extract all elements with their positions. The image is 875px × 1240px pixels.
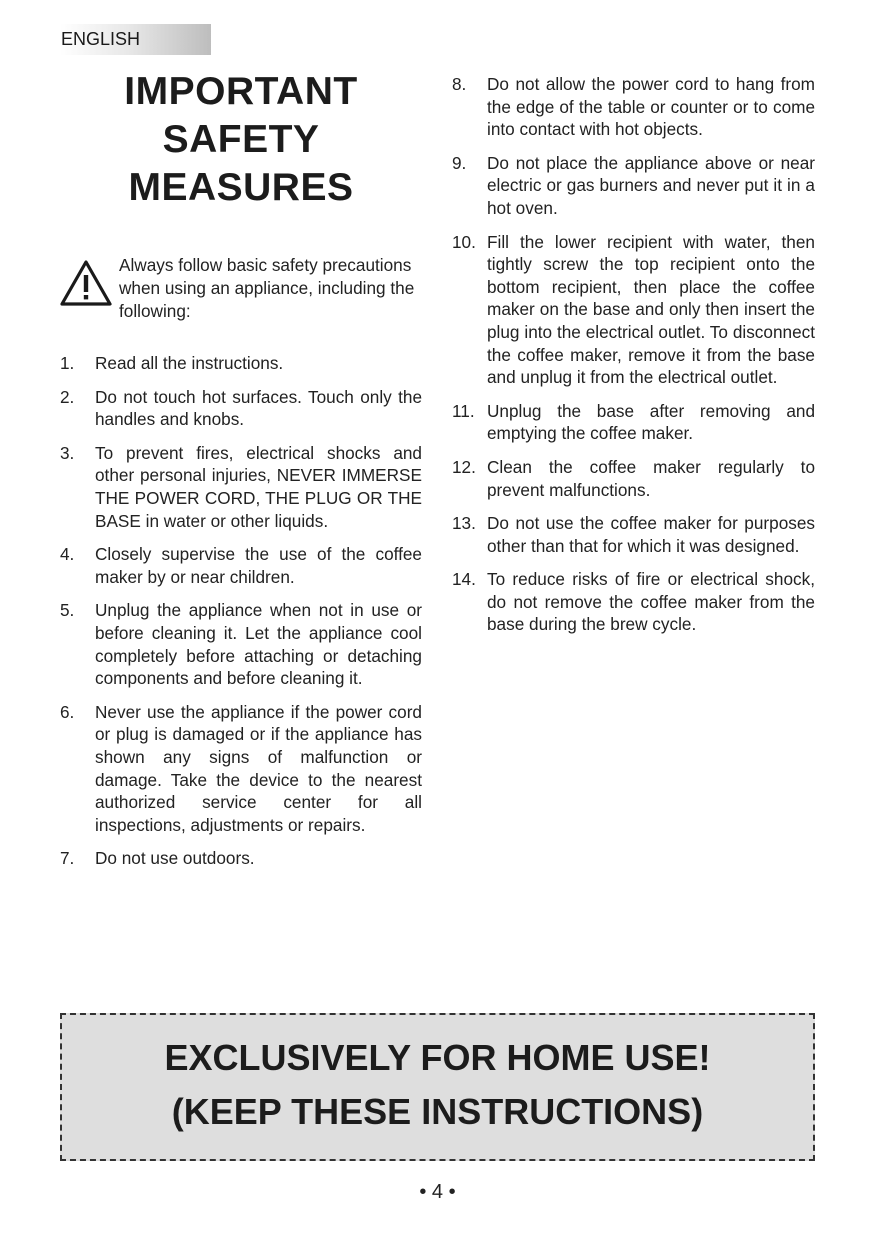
language-tab: ENGLISH [60, 24, 211, 55]
item-text: Fill the lower recipient with water, then tightly screw the top recipient onto the bottom recipient, then place the coffee maker on the base and only then insert the plug into the electrical outlet. To disconnect the coffee maker, remove it from the base and unplug it from the electrical outlet. [487, 231, 815, 388]
item-text: Do not place the appliance above or near electric or gas burners and never put it in a hot oven. [487, 152, 815, 218]
safety-item-8 [452, 73, 815, 141]
item-text: Do not use the coffee maker for purposes other than that for which it was designed. [487, 513, 815, 556]
page-title [60, 68, 422, 212]
page-number: • 4 • [419, 1181, 456, 1203]
item-text: Do not use outdoors. [95, 848, 255, 869]
item-text: Unplug the base after removing and emptying the coffee maker. [487, 400, 815, 444]
item-text: To reduce risks of fire or electrical shock, do not remove the coffee maker from the base during the brew cycle. [487, 569, 815, 635]
item-text: Closely supervise the use of the coffee maker by or near children. [95, 544, 422, 587]
title-line-3: MEASURES [128, 166, 354, 209]
safety-item-6 [60, 701, 422, 837]
item-text: To prevent fires, electrical shocks and other personal injuries, NEVER IMMERSE THE POWER CORD, THE PLUG OR THE BASE in water or other liquids. [95, 442, 422, 531]
title-line-2: SAFETY [162, 118, 320, 161]
item-number: 2. [60, 386, 75, 407]
safety-item-1 [60, 352, 422, 375]
notice-line-2: (KEEP THESE INSTRUCTIONS) [171, 1091, 704, 1132]
safety-item-9 [452, 152, 815, 220]
item-text: Unplug the appliance when not in use or before cleaning it. Let the appliance cool completely before attaching or detaching components and before cleaning it. [95, 600, 422, 689]
item-number: 10. [452, 231, 476, 252]
safety-item-11 [452, 400, 815, 445]
item-text: Clean the coffee maker regularly to prevent malfunctions. [487, 456, 815, 500]
title-line-1: IMPORTANT [124, 70, 358, 113]
item-number: 14. [452, 569, 476, 590]
safety-item-12 [452, 456, 815, 501]
item-text: Read all the instructions. [95, 353, 284, 373]
item-number: 8. [452, 74, 467, 94]
item-number: 6. [60, 701, 75, 722]
item-text: Do not allow the power cord to hang from the edge of the table or counter or to come into contact with hot objects. [487, 74, 815, 140]
safety-item-5 [60, 599, 422, 689]
item-text: Never use the appliance if the power cord or plug is damaged or if the appliance has shown any signs of malfunction or damage. Take the device to the nearest authorized service center for all inspections, adjustments or repairs. [95, 701, 422, 835]
home-use-notice [60, 1013, 815, 1161]
safety-list-left [60, 352, 422, 870]
safety-item-2 [60, 386, 422, 431]
item-number: 11. [452, 400, 475, 421]
item-number: 4. [60, 544, 75, 565]
item-text: Do not touch hot surfaces. Touch only the handles and knobs. [95, 386, 422, 430]
safety-list-right [452, 73, 815, 636]
item-number: 9. [452, 152, 467, 173]
item-number: 1. [60, 353, 75, 373]
safety-item-13 [452, 512, 815, 557]
item-number: 13. [452, 513, 476, 534]
item-number: 5. [60, 600, 75, 621]
safety-item-4 [60, 543, 422, 588]
intro-text: Always follow basic safety precautions when using an appliance, including the following: [119, 255, 415, 321]
item-number: 3. [60, 442, 75, 463]
safety-item-10 [452, 231, 815, 389]
warning-icon [58, 258, 114, 308]
safety-item-7 [60, 847, 422, 870]
safety-item-14 [452, 568, 815, 636]
safety-item-3 [60, 442, 422, 532]
item-number: 7. [60, 848, 75, 869]
item-number: 12. [452, 456, 476, 477]
notice-line-1: EXCLUSIVELY FOR HOME USE! [164, 1037, 711, 1078]
